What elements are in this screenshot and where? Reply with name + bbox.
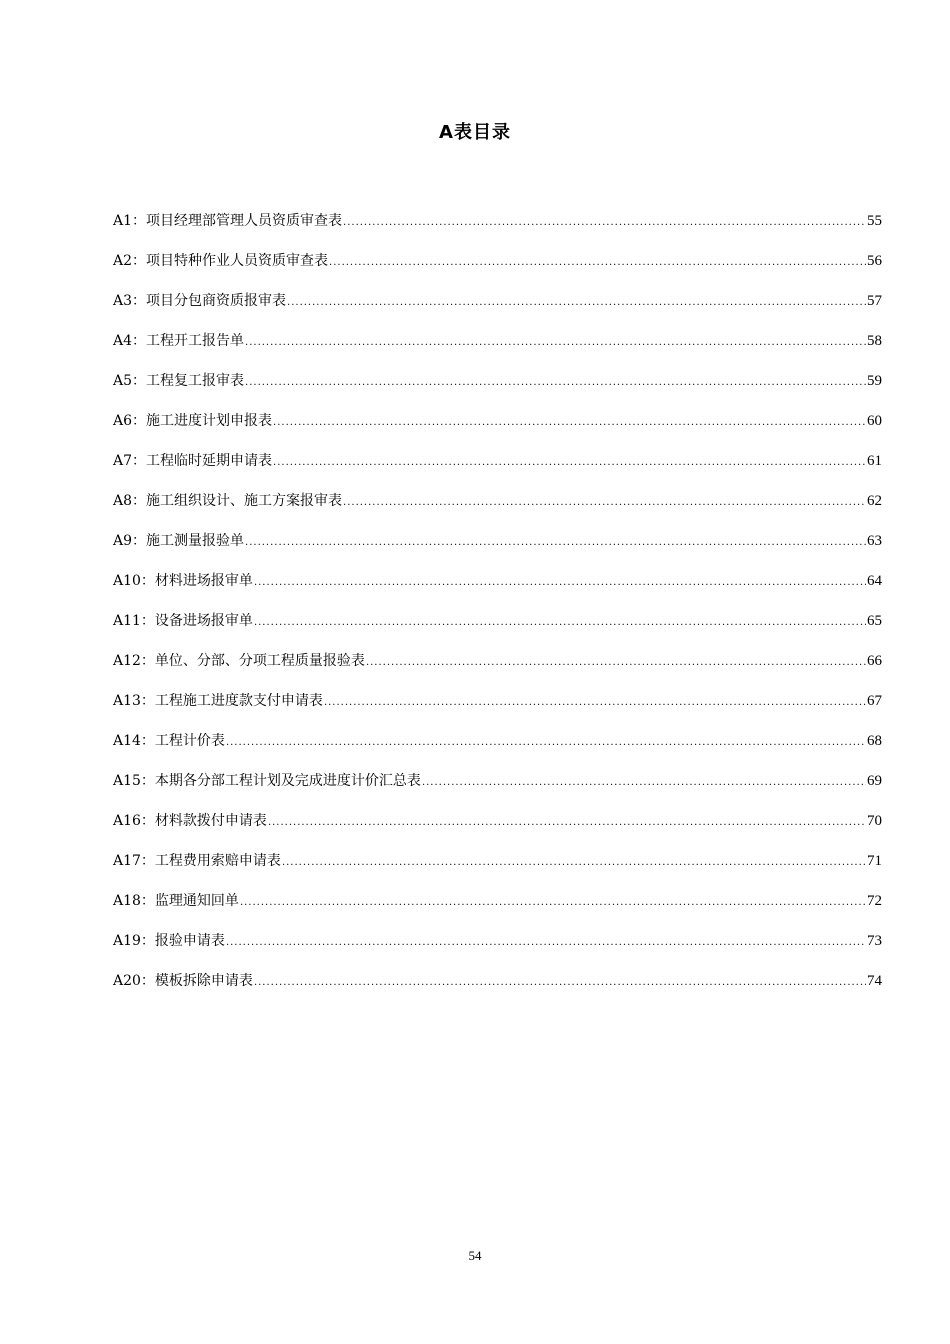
toc-entry-label: A2：项目特种作业人员资质审查表: [113, 253, 329, 269]
toc-entry-page: 63: [867, 533, 882, 549]
toc-entry[interactable]: [113, 609, 882, 649]
toc-entry-label: A13：工程施工进度款支付申请表: [113, 693, 323, 709]
toc-entry[interactable]: [113, 889, 882, 929]
toc-entry[interactable]: [113, 409, 882, 449]
toc-entry-page: 74: [867, 973, 882, 989]
toc-entry[interactable]: [113, 849, 882, 889]
toc-entry[interactable]: [113, 449, 882, 489]
toc-entry-page: 58: [867, 333, 882, 349]
toc-entry-label: A18：监理通知回单: [113, 893, 239, 909]
toc-entry-label: A8：施工组织设计、施工方案报审表: [113, 493, 343, 509]
toc-entry-label: A17：工程费用索赔申请表: [113, 853, 281, 869]
toc-entry[interactable]: [113, 569, 882, 609]
toc-entry-page: 60: [867, 413, 882, 429]
toc-dot-leader: [343, 211, 866, 235]
toc-entry-label: A19：报验申请表: [113, 933, 225, 949]
toc-dot-leader: [268, 811, 866, 835]
toc-dot-leader: [422, 771, 866, 795]
toc-entry[interactable]: [113, 929, 882, 969]
toc-entry-page: 57: [867, 293, 882, 309]
toc-dot-leader: [254, 971, 866, 995]
toc-entry-page: 55: [867, 213, 882, 229]
toc-entry-page: 69: [867, 773, 882, 789]
toc-entry-label: A16：材料款拨付申请表: [113, 813, 267, 829]
toc-entry-label: A12：单位、分部、分项工程质量报验表: [113, 653, 365, 669]
toc-entry[interactable]: [113, 209, 882, 249]
toc-dot-leader: [273, 451, 866, 475]
toc-entry-label: A11：设备进场报审单: [113, 613, 253, 629]
toc-entry-label: A4：工程开工报告单: [113, 333, 245, 349]
toc-entry-page: 73: [867, 933, 882, 949]
toc-entry[interactable]: [113, 809, 882, 849]
toc-entry-page: 65: [867, 613, 882, 629]
toc-entry-label: A7：工程临时延期申请表: [113, 453, 273, 469]
toc-dot-leader: [343, 491, 866, 515]
toc-entry-page: 64: [867, 573, 882, 589]
toc-entry-page: 59: [867, 373, 882, 389]
toc-entry-label: A14：工程计价表: [113, 733, 225, 749]
toc-dot-leader: [324, 691, 866, 715]
page-number: 54: [468, 1248, 482, 1263]
toc-dot-leader: [226, 731, 866, 755]
toc-entry-page: 68: [867, 733, 882, 749]
toc-entry-page: 67: [867, 693, 882, 709]
toc-dot-leader: [254, 611, 866, 635]
toc-dot-leader: [245, 371, 866, 395]
toc-entry-label: A5：工程复工报审表: [113, 373, 245, 389]
toc-dot-leader: [282, 851, 866, 875]
toc-entry-page: 72: [867, 893, 882, 909]
toc-entry[interactable]: [113, 649, 882, 689]
toc-dot-leader: [245, 331, 866, 355]
toc-dot-leader: [245, 531, 866, 555]
toc-dot-leader: [366, 651, 866, 675]
toc-entry-page: 70: [867, 813, 882, 829]
toc-entry[interactable]: [113, 329, 882, 369]
toc-entry-page: 66: [867, 653, 882, 669]
toc-entry[interactable]: [113, 289, 882, 329]
toc-entry[interactable]: [113, 369, 882, 409]
toc-entry[interactable]: [113, 729, 882, 769]
toc-entry-label: A3：项目分包商资质报审表: [113, 293, 287, 309]
toc-entry[interactable]: [113, 689, 882, 729]
toc-dot-leader: [240, 891, 866, 915]
toc-dot-leader: [287, 291, 866, 315]
toc-entry-page: 61: [867, 453, 882, 469]
toc-entry-page: 71: [867, 853, 882, 869]
toc-dot-leader: [254, 571, 866, 595]
toc-entry-label: A6：施工进度计划申报表: [113, 413, 273, 429]
toc-entry-label: A20：模板拆除申请表: [113, 973, 253, 989]
toc-entry-label: A9：施工测量报验单: [113, 533, 245, 549]
toc-entry-label: A1：项目经理部管理人员资质审查表: [113, 213, 343, 229]
toc-dot-leader: [273, 411, 866, 435]
table-of-contents: [113, 209, 882, 1009]
toc-entry[interactable]: [113, 249, 882, 289]
toc-entry[interactable]: [113, 529, 882, 569]
toc-dot-leader: [329, 251, 866, 275]
toc-entry-page: 56: [867, 253, 882, 269]
toc-entry[interactable]: [113, 489, 882, 529]
toc-entry[interactable]: [113, 769, 882, 809]
toc-entry-label: A10：材料进场报审单: [113, 573, 253, 589]
toc-entry-label: A15：本期各分部工程计划及完成进度计价汇总表: [113, 773, 421, 789]
toc-dot-leader: [226, 931, 866, 955]
toc-entry-page: 62: [867, 493, 882, 509]
page-title: A表目录: [439, 122, 511, 143]
toc-entry[interactable]: [113, 969, 882, 1009]
